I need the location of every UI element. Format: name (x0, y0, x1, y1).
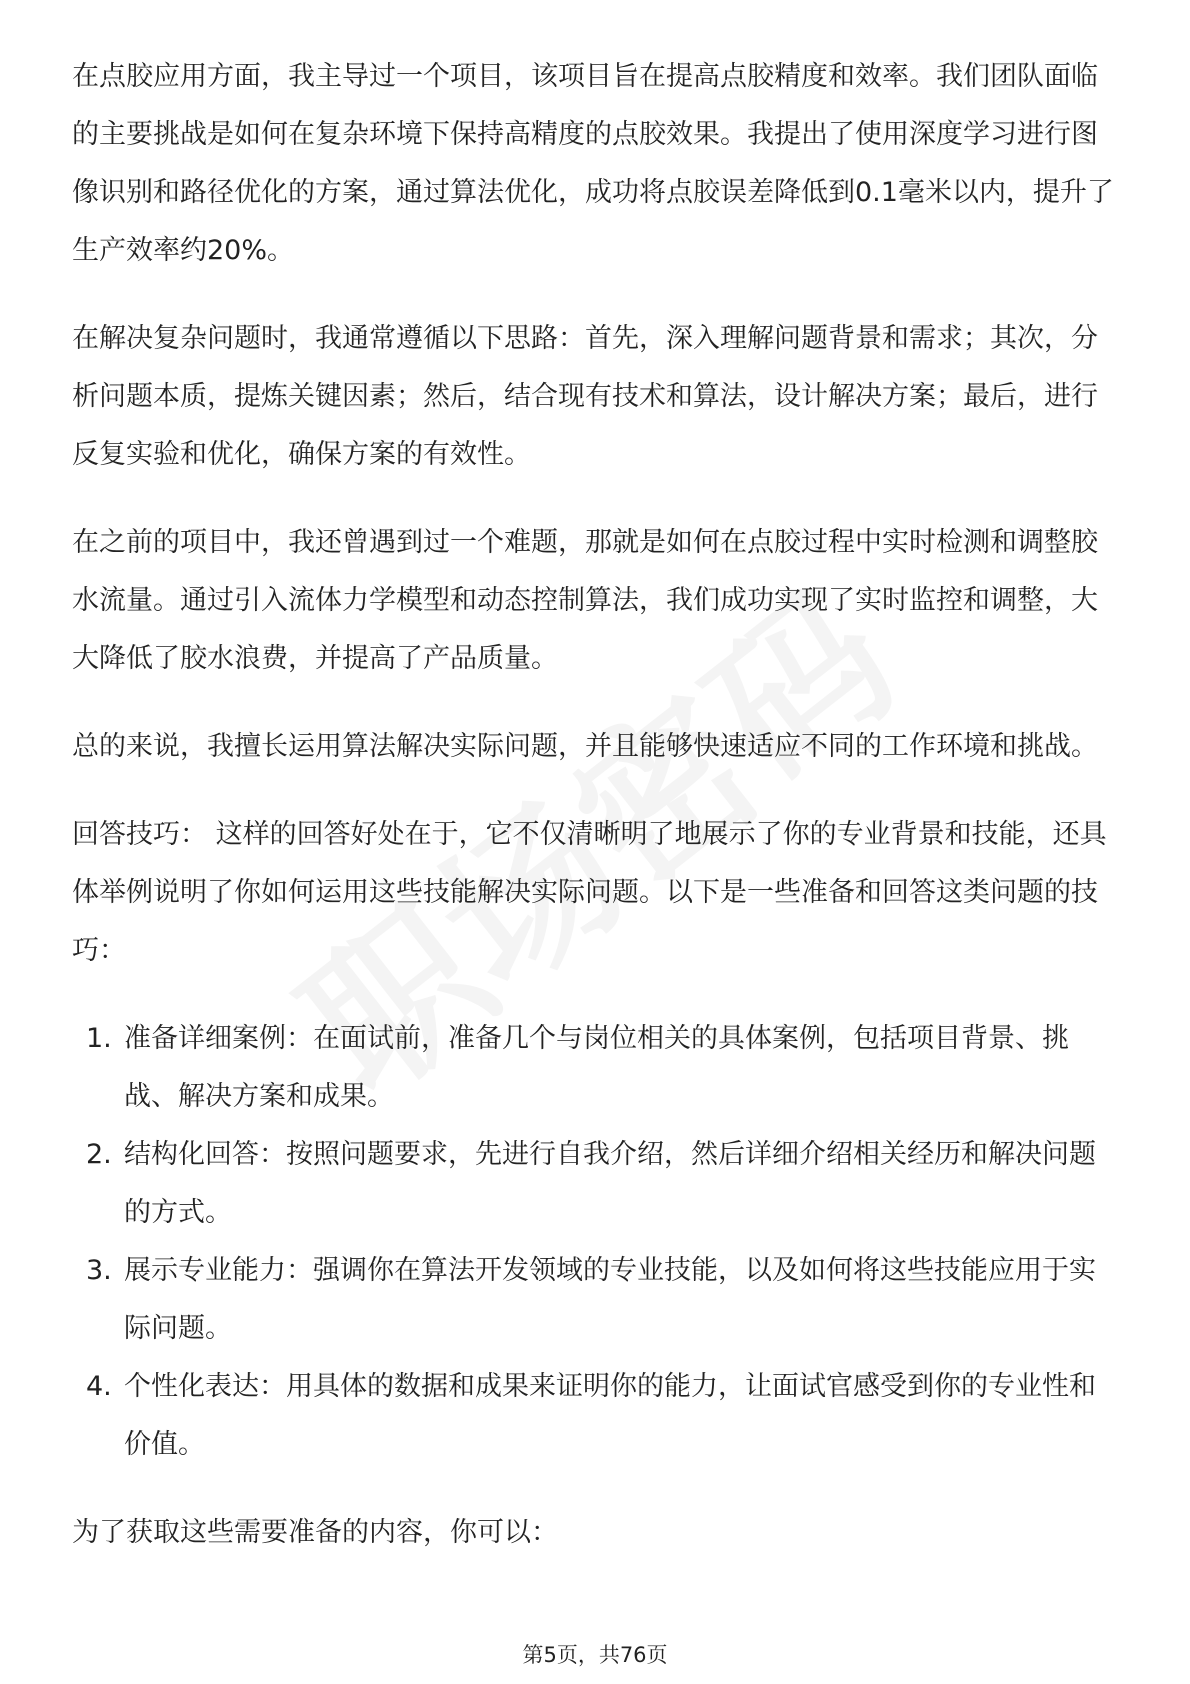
paragraph-closing: 为了获取这些需要准备的内容，你可以： (72, 1517, 558, 1548)
list-item-number: 2. (86, 1139, 112, 1170)
paragraph-answer-tips: 回答技巧： 这样的回答好处在于，它不仅清晰明了地展示了你的专业背景和技能，还具体举例说明了你如何运用这些技能解决实际问题。以下是一些准备和回答这类问题的技巧： (72, 819, 1107, 966)
paragraph-dispensing-project: 在点胶应用方面，我主导过一个项目，该项目旨在提高点胶精度和效率。我们团队面临的主要挑战是如何在复杂环境下保持高精度的点胶效果。我提出了使用深度学习进行图像识别和路径优化的方案，通过算法优化，成功将点胶误差降低到0.1毫米以内，提升了生产效率约20%。 (72, 61, 1114, 266)
list-item (72, 1126, 1120, 1242)
list-item-number: 3. (86, 1255, 112, 1286)
paragraph-flow-control: 在之前的项目中，我还曾遇到过一个难题，那就是如何在点胶过程中实时检测和调整胶水流量。通过引入流体力学模型和动态控制算法，我们成功实现了实时监控和调整，大大降低了胶水浪费，并提高了产品质量。 (72, 527, 1098, 674)
list-item (72, 1242, 1120, 1358)
tips-list (72, 1010, 1120, 1474)
paragraph-summary: 总的来说，我擅长运用算法解决实际问题，并且能够快速适应不同的工作环境和挑战。 (72, 731, 1098, 762)
list-item-number: 4. (86, 1371, 112, 1402)
list-item-number: 1. (86, 1023, 112, 1054)
list-item-text: 展示专业能力：强调你在算法开发领域的专业技能，以及如何将这些技能应用于实际问题。 (124, 1255, 1096, 1344)
list-item-text: 个性化表达：用具体的数据和成果来证明你的能力，让面试官感受到你的专业性和价值。 (124, 1371, 1096, 1460)
list-item-text: 结构化回答：按照问题要求，先进行自我介绍，然后详细介绍相关经历和解决问题的方式。 (124, 1139, 1096, 1228)
page-footer: 第5页，共76页 (522, 1643, 668, 1667)
document-body (72, 48, 1120, 1592)
list-item (72, 1358, 1120, 1474)
list-item-text: 准备详细案例：在面试前，准备几个与岗位相关的具体案例，包括项目背景、挑战、解决方案和成果。 (124, 1023, 1069, 1112)
list-item (72, 1010, 1120, 1126)
paragraph-problem-solving: 在解决复杂问题时，我通常遵循以下思路：首先，深入理解问题背景和需求；其次，分析问题本质，提炼关键因素；然后，结合现有技术和算法，设计解决方案；最后，进行反复实验和优化，确保方案的有效性。 (72, 323, 1098, 470)
